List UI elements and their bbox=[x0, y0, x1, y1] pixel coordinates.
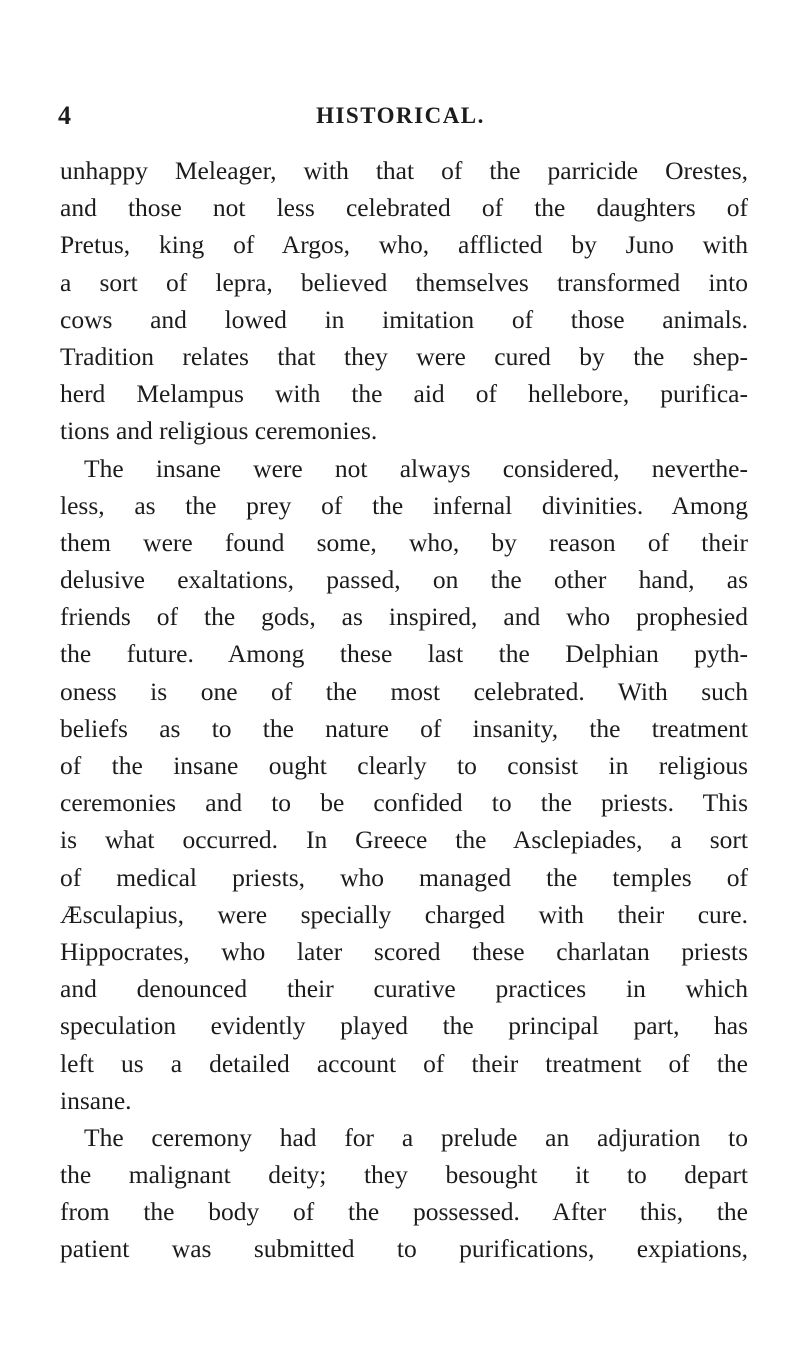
text-line: the malignant deity; they besought it to depart bbox=[60, 1160, 748, 1190]
text-line: Pretus, king of Argos, who, afflicted by Juno with bbox=[60, 230, 748, 260]
running-title: HISTORICAL. bbox=[316, 103, 485, 128]
text-line: Tradition relates that they were cured by the shep- bbox=[60, 341, 748, 371]
text-line: The insane were not always considered, neverthe- bbox=[84, 453, 748, 483]
text-line: of medical priests, who managed the temples of bbox=[60, 862, 748, 892]
text-line: from the body of the possessed. After this, the bbox=[60, 1197, 748, 1227]
text-line: is what occurred. In Greece the Asclepiades, a sort bbox=[60, 825, 748, 855]
text-line: beliefs as to the nature of insanity, the treatment bbox=[60, 713, 748, 743]
page-number: 4 bbox=[58, 101, 71, 130]
text-line: oness is one of the most celebrated. With such bbox=[60, 676, 748, 706]
text-line: and those not less celebrated of the daughters of bbox=[60, 193, 748, 223]
text-line: tions and religious ceremonies. bbox=[60, 416, 378, 446]
text-line: unhappy Meleager, with that of the parricide Orestes, bbox=[60, 156, 748, 185]
text-line: them were found some, who, by reason of their bbox=[60, 527, 748, 557]
text-line: Æsculapius, were specially charged with their cure. bbox=[60, 899, 748, 929]
text-line: friends of the gods, as inspired, and who prophesied bbox=[60, 602, 748, 632]
text-line: herd Melampus with the aid of hellebore, purifica- bbox=[60, 379, 748, 409]
text-line: speculation evidently played the principal part, has bbox=[60, 1011, 748, 1041]
text-line: cows and lowed in imitation of those animals. bbox=[60, 304, 748, 334]
text-line: patient was submitted to purifications, expiations, bbox=[60, 1234, 748, 1264]
text-line: a sort of lepra, believed themselves transformed into bbox=[60, 267, 748, 297]
text-line: left us a detailed account of their treatment of the bbox=[60, 1048, 748, 1078]
text-line: insane. bbox=[60, 1085, 132, 1115]
text-line: the future. Among these last the Delphian pyth- bbox=[60, 639, 748, 669]
text-line: of the insane ought clearly to consist in religious bbox=[60, 751, 748, 780]
text-line: Hippocrates, who later scored these charlatan priests bbox=[60, 936, 748, 966]
body-text bbox=[60, 152, 748, 1268]
text-line: ceremonies and to be confided to the priests. This bbox=[60, 788, 748, 818]
text-line: less, as the prey of the infernal divinities. Among bbox=[60, 490, 748, 520]
text-line: delusive exaltations, passed, on the other hand, as bbox=[60, 565, 748, 595]
text-line: The ceremony had for a prelude an adjuration to bbox=[84, 1122, 748, 1152]
text-line: and denounced their curative practices in which bbox=[60, 974, 748, 1004]
running-head bbox=[58, 98, 743, 134]
